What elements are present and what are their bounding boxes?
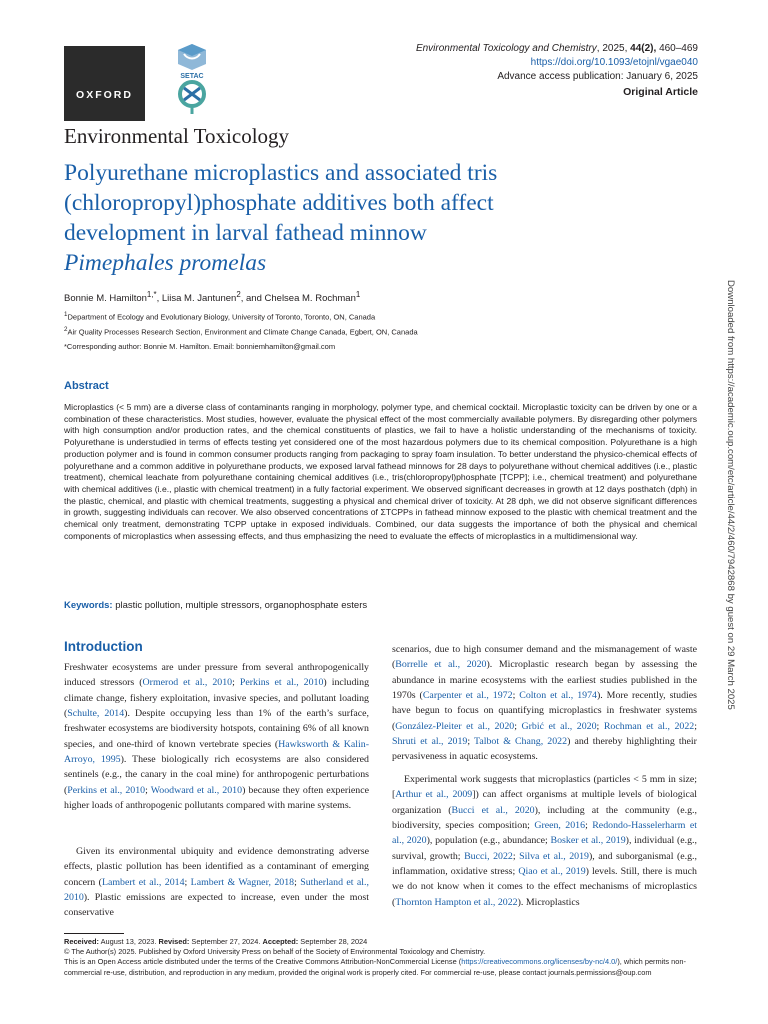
author-affiliation-mark: 1,* xyxy=(146,290,157,299)
citation-link[interactable]: Qiao et al., 2019 xyxy=(518,866,586,878)
citation-link[interactable]: Borrelle et al., 2020 xyxy=(395,659,487,671)
citation-link[interactable]: Lambert & Wagner, 2018 xyxy=(190,876,295,888)
article-footer xyxy=(64,937,704,978)
section-title: Environmental Toxicology xyxy=(64,124,290,148)
citation-link[interactable]: Hawksworth & Kalin-Arroyo, 1995 xyxy=(64,738,369,766)
oxford-logo: OXFORD xyxy=(64,46,145,121)
citation-link[interactable]: Perkins et al., 2010 xyxy=(67,784,146,796)
citation-link[interactable]: Silva et al., 2019 xyxy=(519,850,589,862)
citation-link[interactable]: Sutherland et al., 2010 xyxy=(64,876,369,904)
author-affiliation-mark: 1 xyxy=(355,290,361,299)
intro-paragraph-1: Freshwater ecosystems are under pressure from several anthropogenically induced stressors (Ormerod et al., 2010; Perkins et al., 2010) including climate change, fishery exploitation, invasive species, and pollutant loading (Schulte, 2014). Despite occupying less than 1% of the earth’s surface, freshwater ecosystems are biodiversity hotspots, containing 6% of all known species, and one-third of known vertebrate species (Hawksworth & Kalin-Arroyo, 1995). These biologically rich ecosystems are also considered sentinels (e.g., the canary in the coal mine) for anthropogenic perturbations (Perkins et al., 2010; Woodward et al., 2010) because they often experience higher loads of anthropogenic pollutants compared with marine systems. xyxy=(64,662,370,812)
author-name: Liisa M. Jantunen xyxy=(161,293,237,305)
citation-link[interactable]: Perkins et al., 2010 xyxy=(239,677,324,689)
affiliation-2: $^2$Air Quality Processes Research Section, Environment and Climate Change Canada, Egbert, ON, Canada xyxy=(64,325,418,336)
journal-name: Environmental Toxicology and Chemistry xyxy=(415,43,597,54)
citation-link[interactable]: Grbić et al., 2020 xyxy=(521,720,597,732)
advance-access-date: Advance access publication: January 6, 2025 xyxy=(497,71,698,82)
license-notice: This is an Open Access article distributed under the terms of the Creative Commons Attribution-NonCommercial License (https://creativecommons.org/licenses/by-nc/4.0/), which permits non-commercial re-use, distribution, and reproduction in any medium, provided the original work is properly cited. For commercial re-use, please contact journals.permissions@oup.com xyxy=(64,957,686,977)
citation-link[interactable]: Ormerod et al., 2010 xyxy=(142,677,233,689)
doi-link[interactable]: https://doi.org/10.1093/etojnl/vgae040 xyxy=(530,57,698,68)
affiliation-1: $^1$Department of Ecology and Evolutionary Biology, University of Toronto, Toronto, ON, Canada xyxy=(64,311,376,322)
citation-link[interactable]: Talbot & Chang, 2022 xyxy=(474,736,568,748)
citation-link[interactable]: Colton et al., 1974 xyxy=(519,690,597,702)
citation-link[interactable]: Schulte, 2014 xyxy=(67,708,125,720)
author-name: Chelsea M. Rochman xyxy=(264,293,356,305)
intro-paragraph-3: scenarios, due to high consumer demand and the mismanagement of waste (Borrelle et al., 2020). Microplastic research began by assessing the abundance in marine ecosystems with the earliest studies published in the 1970s (Carpenter et al., 1972; Colton et al., 1974). More recently, studies have begun to focus on quantifying microplastics in freshwater systems (González-Pleiter et al., 2020; Grbić et al., 2020; Rochman et al., 2022; Shruti et al., 2019; Talbot & Chang, 2022) and thereby highlighting their pervasiveness in aquatic ecosystems. xyxy=(392,644,698,763)
citation-link[interactable]: Lambert et al., 2014 xyxy=(101,876,185,888)
license-link[interactable]: https://creativecommons.org/licenses/by-nc/4.0/ xyxy=(461,957,618,967)
species-name: Pimephales promelas xyxy=(64,250,267,276)
footer-rule xyxy=(64,933,124,934)
citation-link[interactable]: Bucci, 2022 xyxy=(464,850,513,862)
history-dates: Received: August 13, 2023. Revised: September 27, 2024. Accepted: September 28, 2024 xyxy=(64,937,368,946)
citation-link[interactable]: Green, 2016 xyxy=(534,820,586,832)
citation-link[interactable]: Carpenter et al., 1972 xyxy=(422,690,513,702)
affiliations xyxy=(64,309,418,338)
citation-link[interactable]: Shruti et al., 2019 xyxy=(392,736,468,748)
download-watermark: Downloaded from https://academic.oup.com/etc/article/44/2/460/7942868 by guest on 29 March 2025 xyxy=(725,280,736,710)
article-title: Polyurethane microplastics and associated tris (chloropropyl)phosphate additives both affect development in larval fathead minnow Pimephales promelas xyxy=(64,160,498,276)
citation-link[interactable]: Rochman et al., 2022 xyxy=(603,720,695,732)
citation-link[interactable]: González-Pleiter et al., 2020 xyxy=(395,720,515,732)
author-name: Bonnie M. Hamilton xyxy=(64,293,147,305)
setac-logo-text: SETAC xyxy=(180,73,204,80)
keywords-list: plastic pollution, multiple stressors, organophosphate esters xyxy=(115,600,368,611)
citation-link[interactable]: Arthur et al., 2009 xyxy=(395,789,473,801)
abstract-body: Microplastics (< 5 mm) are a diverse class of contaminants ranging in morphology, polymer type, and chemical cocktail. Microplastic toxicity can be driven by one or a combination of these characteristics. Most studies, however, evaluate the physical effect of the most commercially available polymers. By disregarding other polymers with high consumption and/or production rates, and the chemical constituents of plastics, we fail to have a holistic understanding of the mechanisms of toxicity. Polyurethane is understudied in terms of effects testing yet considered one of the most hazardous polymers due to its chemical composition. Polyurethane is a high production polymer and is found in common consumer products ranging from packaging to spray foam insulation. To better understand the physico-chemical effects of polyurethane and a common additive in polyurethane products, we exposed larval fathead minnows for 28 days to polyurethane without chemical additives (i.e., plastic treatment), chemical leachate from polyurethane containing chemical additives (i.e., tris(chloropropyl)phosphate [TCPP]; i.e., chemical treatment) and polyurethane with chemical additives (i.e., plastic with chemical treatment) in a fully factorial experiment. We observed significant decreases in growth at 12 days posthatch (dph) in the plastic, chemical, and plastic with chemical treatments, suggesting a physical and chemical driver of toxicity. At 28 dph, we did not observe significant differences in growth, suggesting individuals can recover. We also observed concentrations of ΣTCPPs in fathead minnow exposed to the plastic with chemical treatment and the chemical only treatment, demonstrating TCPP uptake in exposed individuals. Combined, our data suggests the importance of both the physical and chemical components of microplastics when assessing effects, and thus emphasizing the need to evaluate the effects of microplastics in a multidimensional way. xyxy=(64,402,697,541)
copyright-notice: © The Author(s) 2025. Published by Oxford University Press on behalf of the Society of Environmental Toxicology and Chemistry. xyxy=(64,947,486,957)
journal-reference: Environmental Toxicology and Chemistry, 2025, 44(2), 460–469 https://doi.org/10.1093/etojnl/vgae040 Advance access publication: January 6, 2025 Original Article xyxy=(415,43,698,98)
citation-link[interactable]: Woodward et al., 2010 xyxy=(150,784,243,796)
keywords-label: Keywords: xyxy=(64,600,113,611)
abstract-heading: Abstract xyxy=(64,380,109,392)
intro-paragraph-4: Experimental work suggests that microplastics (particles < 5 mm in size; [Arthur et al., 2009]) can affect organisms at multiple levels of biological organization (Bucci et al., 2020), including at the community (e.g., biodiversity, species composition; Green, 2016; Redondo-Hasselerharm et al., 2020), population (e.g., abundance; Bosker et al., 2019), individual (e.g., survival, growth; Bucci, 2022; Silva et al., 2019), and suborganismal (e.g., inflammation, oxidative stress; Qiao et al., 2019) levels. Still, there is much we do not know when it comes to the effect mechanisms of microplastics (Thornton Hampton et al., 2022). Microplastics xyxy=(392,774,697,908)
citation-link[interactable]: Bucci et al., 2020 xyxy=(451,804,535,816)
citation-link[interactable]: Thornton Hampton et al., 2022 xyxy=(395,896,518,908)
introduction-heading: Introduction xyxy=(64,639,143,654)
author-list: Bonnie M. Hamilton$^{1,*}$, Liisa M. Jantunen$^2$, and Chelsea M. Rochman$^1$ xyxy=(64,290,361,305)
article-type: Original Article xyxy=(623,86,698,98)
intro-paragraph-2: Given its environmental ubiquity and evidence demonstrating adverse effects, plastic pollution has been identified as a contaminant of emerging concern (Lambert et al., 2014; Lambert & Wagner, 2018; Sutherland et al., 2010). Plastic emissions are expected to increase, even under the most conservative xyxy=(64,846,369,919)
setac-logo xyxy=(168,42,216,116)
keywords xyxy=(64,600,367,611)
citation-link[interactable]: Bosker et al., 2019 xyxy=(550,835,626,847)
author-affiliation-mark: 2 xyxy=(236,290,241,299)
citation-link[interactable]: Redondo-Hasselerharm et al., 2020 xyxy=(392,820,697,847)
corresponding-author: *Corresponding author: Bonnie M. Hamilton. Email: bonniemhamilton@gmail.com xyxy=(64,342,336,351)
